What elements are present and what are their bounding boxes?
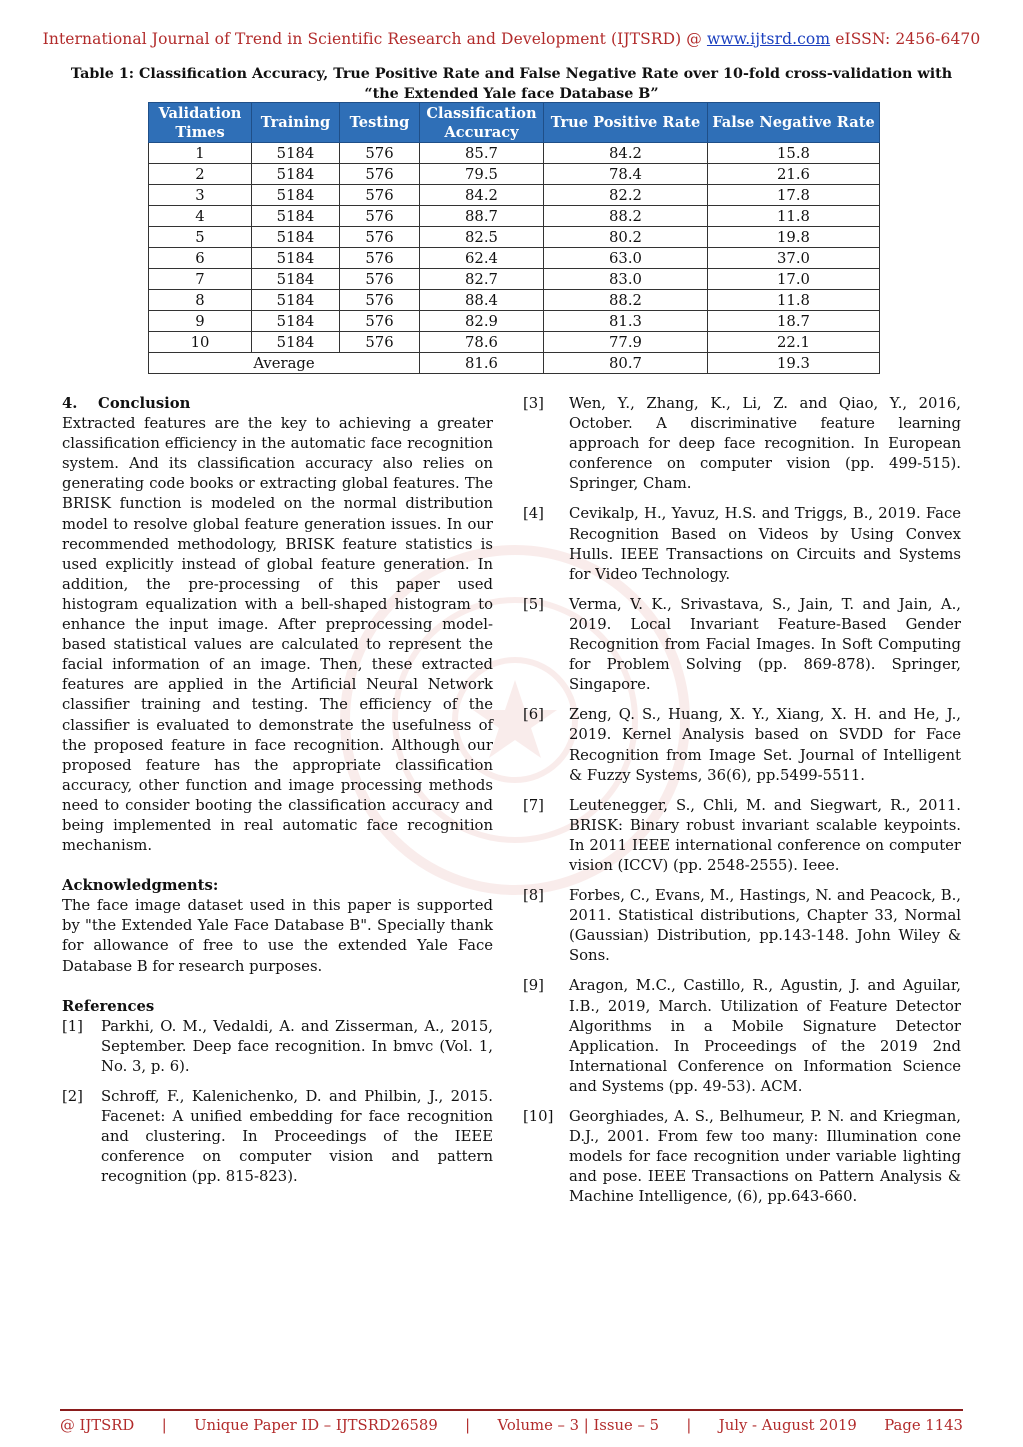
reference-item	[523, 595, 961, 695]
table-cell: 5184	[252, 248, 340, 269]
table-cell: 83.0	[544, 269, 708, 290]
results-table	[148, 102, 880, 374]
table-row	[149, 248, 880, 269]
table-cell: 84.2	[544, 143, 708, 164]
table-cell: 5184	[252, 143, 340, 164]
header-validation-times: Validation Times	[149, 103, 252, 143]
table-cell: 82.2	[544, 185, 708, 206]
running-header	[0, 30, 1023, 48]
footer-page-number: Page 1143	[884, 1417, 963, 1434]
table-cell: 5184	[252, 332, 340, 353]
journal-website-link[interactable]: www.ijtsrd.com	[706, 30, 831, 48]
table-cell: 88.2	[544, 206, 708, 227]
reference-text: Schroff, F., Kalenichenko, D. and Philbin, J., 2015. Facenet: A unified embedding for face recognition and clustering. In Proceedings of the IEEE conference on computer vision and pattern recognition (pp. 815-823).	[101, 1088, 493, 1186]
average-fnr-cell: 19.3	[708, 353, 880, 374]
reference-item	[523, 504, 961, 584]
reference-item	[523, 1107, 961, 1207]
table-cell: 576	[340, 143, 420, 164]
reference-text: Forbes, C., Evans, M., Hastings, N. and Peacock, B., 2011. Statistical distributions, Chapter 33, Normal (Gaussian) Distribution, pp.143-148. John Wiley & Sons.	[569, 887, 961, 965]
table-cell: 18.7	[708, 311, 880, 332]
reference-item	[523, 976, 961, 1097]
reference-text: Verma, V. K., Srivastava, S., Jain, T. and Jain, A., 2019. Local Invariant Feature-Based Gender Recognition from Facial Images. In Soft Computing for Problem Solving (pp. 869-878). Springer, Singapore.	[569, 595, 961, 694]
table-cell: 5	[149, 227, 252, 248]
left-column	[62, 394, 493, 1197]
table-cell: 2	[149, 164, 252, 185]
footer-date: July - August 2019	[718, 1417, 857, 1434]
table-cell: 576	[340, 269, 420, 290]
table-cell: 5184	[252, 185, 340, 206]
header-false-negative-rate: False Negative Rate	[708, 103, 880, 143]
reference-number: [2]	[62, 1088, 83, 1105]
reference-text: Cevikalp, H., Yavuz, H.S. and Triggs, B., 2019. Face Recognition Based on Videos by Using Convex Hulls. IEEE Transactions on Circuits and Systems for Video Technology.	[569, 505, 961, 583]
table-row	[149, 185, 880, 206]
reference-item	[523, 394, 961, 494]
table-cell: 63.0	[544, 248, 708, 269]
reference-number: [7]	[523, 796, 544, 814]
acknowledgments-heading: Acknowledgments:	[62, 877, 219, 895]
table-cell: 11.8	[708, 290, 880, 311]
reference-text: Wen, Y., Zhang, K., Li, Z. and Qiao, Y., 2016, October. A discriminative feature learning approach for deep face recognition. In European conference on computer vision (pp. 499-515). Springer, Cham.	[569, 395, 961, 493]
table-cell: 576	[340, 332, 420, 353]
reference-number: [1]	[62, 1017, 83, 1035]
reference-text: Zeng, Q. S., Huang, X. Y., Xiang, X. H. and He, J., 2019. Kernel Analysis based on SVDD for Face Recognition from Image Set. Journal of Intelligent & Fuzzy Systems, 36(6), pp.5499-5511.	[569, 706, 961, 784]
table-cell: 5184	[252, 206, 340, 227]
table-row	[149, 164, 880, 185]
table-cell: 17.8	[708, 185, 880, 206]
average-accuracy-cell: 81.6	[420, 353, 544, 374]
conclusion-heading: 4. Conclusion	[62, 395, 191, 412]
reference-number: [10]	[523, 1108, 554, 1125]
table-cell: 576	[340, 164, 420, 185]
reference-item	[523, 705, 961, 785]
table-row	[149, 332, 880, 353]
table-cell: 82.9	[420, 311, 544, 332]
table-cell: 62.4	[420, 248, 544, 269]
table-caption-line-2: “the Extended Yale face Database B”	[364, 86, 659, 102]
table-cell: 576	[340, 248, 420, 269]
footer-separator: |	[465, 1417, 471, 1434]
footer-rule	[60, 1409, 963, 1411]
table-cell: 11.8	[708, 206, 880, 227]
table-cell: 6	[149, 248, 252, 269]
reference-text: Georghiades, A. S., Belhumeur, P. N. and Kriegman, D.J., 2001. From few too many: Illumination cone models for face recognition under variable lighting and pose. IEEE Transactions on Pattern Analysis & Machine Intelligence, (6), pp.643-660.	[569, 1108, 961, 1206]
header-journal-name: International Journal of Trend in Scientific Research and Development (IJTSRD) @	[42, 30, 707, 48]
reference-number: [5]	[523, 595, 544, 613]
table-row	[149, 206, 880, 227]
table-caption-line-1: Table 1: Classification Accuracy, True Positive Rate and False Negative Rate over 10-fold cross-validation with	[70, 66, 953, 82]
table-cell: 88.7	[420, 206, 544, 227]
table-caption	[60, 64, 963, 104]
header-true-positive-rate: True Positive Rate	[544, 103, 708, 143]
reference-text: Leutenegger, S., Chli, M. and Siegwart, R., 2011. BRISK: Binary robust invariant scalable keypoints. In 2011 IEEE international conference on computer vision (ICCV) (pp. 2548-2555). Ieee.	[569, 796, 961, 874]
table-cell: 576	[340, 227, 420, 248]
header-classification-accuracy: Classification Accuracy	[420, 103, 544, 143]
footer-journal: @ IJTSRD	[60, 1417, 135, 1434]
table-cell: 81.3	[544, 311, 708, 332]
table-cell: 78.6	[420, 332, 544, 353]
table-cell: 5184	[252, 227, 340, 248]
footer-separator: |	[686, 1417, 692, 1434]
reference-item	[523, 796, 961, 876]
table-cell: 10	[149, 332, 252, 353]
average-label-cell: Average	[149, 353, 420, 374]
reference-number: [8]	[523, 887, 544, 905]
table-cell: 1	[149, 143, 252, 164]
table-cell: 78.4	[544, 164, 708, 185]
table-row	[149, 311, 880, 332]
header-testing: Testing	[340, 103, 420, 143]
table-cell: 15.8	[708, 143, 880, 164]
footer-separator: |	[161, 1417, 167, 1434]
table-cell: 88.4	[420, 290, 544, 311]
reference-number: [6]	[523, 706, 544, 724]
table-cell: 7	[149, 269, 252, 290]
header-issn: eISSN: 2456-6470	[830, 30, 981, 48]
table-cell: 576	[340, 311, 420, 332]
table-header-row	[149, 103, 880, 143]
reference-item	[62, 1017, 493, 1077]
table-row	[149, 269, 880, 290]
table-cell: 5184	[252, 290, 340, 311]
average-tpr-cell: 80.7	[544, 353, 708, 374]
results-table-container	[148, 102, 880, 374]
table-cell: 79.5	[420, 164, 544, 185]
table-row	[149, 227, 880, 248]
table-cell: 82.5	[420, 227, 544, 248]
table-cell: 85.7	[420, 143, 544, 164]
references-heading: References	[62, 997, 155, 1015]
page-footer	[60, 1417, 963, 1434]
table-cell: 77.9	[544, 332, 708, 353]
reference-item	[523, 886, 961, 966]
table-cell: 19.8	[708, 227, 880, 248]
table-cell: 5184	[252, 269, 340, 290]
footer-paper-id: Unique Paper ID – IJTSRD26589	[194, 1417, 438, 1434]
reference-number: [9]	[523, 977, 544, 995]
table-cell: 5184	[252, 311, 340, 332]
table-average-row	[149, 353, 880, 374]
table-cell: 22.1	[708, 332, 880, 353]
table-cell: 5184	[252, 164, 340, 185]
table-cell: 9	[149, 311, 252, 332]
table-row	[149, 143, 880, 164]
table-cell: 84.2	[420, 185, 544, 206]
table-cell: 3	[149, 185, 252, 206]
reference-item	[62, 1087, 493, 1187]
table-cell: 82.7	[420, 269, 544, 290]
table-cell: 8	[149, 290, 252, 311]
table-cell: 37.0	[708, 248, 880, 269]
reference-number: [3]	[523, 395, 544, 412]
footer-volume-issue: Volume – 3 | Issue – 5	[497, 1417, 659, 1434]
header-training: Training	[252, 103, 340, 143]
table-cell: 21.6	[708, 164, 880, 185]
table-cell: 576	[340, 206, 420, 227]
acknowledgments-text: The face image dataset used in this paper is supported by "the Extended Yale Face Database B". Specially thank for allowance of free to use the extended Yale Face Database B for research purposes.	[62, 897, 493, 975]
table-cell: 576	[340, 290, 420, 311]
reference-text: Parkhi, O. M., Vedaldi, A. and Zisserman, A., 2015, September. Deep face recognition. In bmvc (Vol. 1, No. 3, p. 6).	[101, 1017, 493, 1075]
table-cell: 88.2	[544, 290, 708, 311]
table-row	[149, 290, 880, 311]
reference-text: Aragon, M.C., Castillo, R., Agustin, J. and Aguilar, I.B., 2019, March. Utilization of Feature Detector Algorithms in a Mobile Signature Detector Application. In Proceedings of the 2019 2nd International Conference on Information Science and Systems (pp. 49-53). ACM.	[569, 977, 961, 1095]
conclusion-text: Extracted features are the key to achieving a greater classification efficiency in the automatic face recognition system. And its classification accuracy also relies on generating code books or extracting global features. The BRISK function is modeled on the normal distribution model to resolve global feature generation issues. In our recommended methodology, BRISK feature statistics is used explicitly instead of global feature generation. In addition, the pre-processing of this paper used histogram equalization with a bell-shaped histogram to enhance the input image. After preprocessing model-based statistical values are calculated to represent the facial information of an image. Then, these extracted features are applied in the Artificial Neural Network classifier training and testing. The efficiency of the classifier is evaluated to demonstrate the usefulness of the proposed feature in face recognition. Although our proposed feature has the appropriate classification accuracy, other function and image processing methods need to consider booting the classification accuracy and being implemented in real automatic face recognition mechanism.	[62, 415, 493, 855]
reference-number: [4]	[523, 505, 544, 523]
table-cell: 80.2	[544, 227, 708, 248]
table-body	[149, 143, 880, 374]
table-cell: 17.0	[708, 269, 880, 290]
table-cell: 576	[340, 185, 420, 206]
table-cell: 4	[149, 206, 252, 227]
right-column	[523, 394, 961, 1217]
